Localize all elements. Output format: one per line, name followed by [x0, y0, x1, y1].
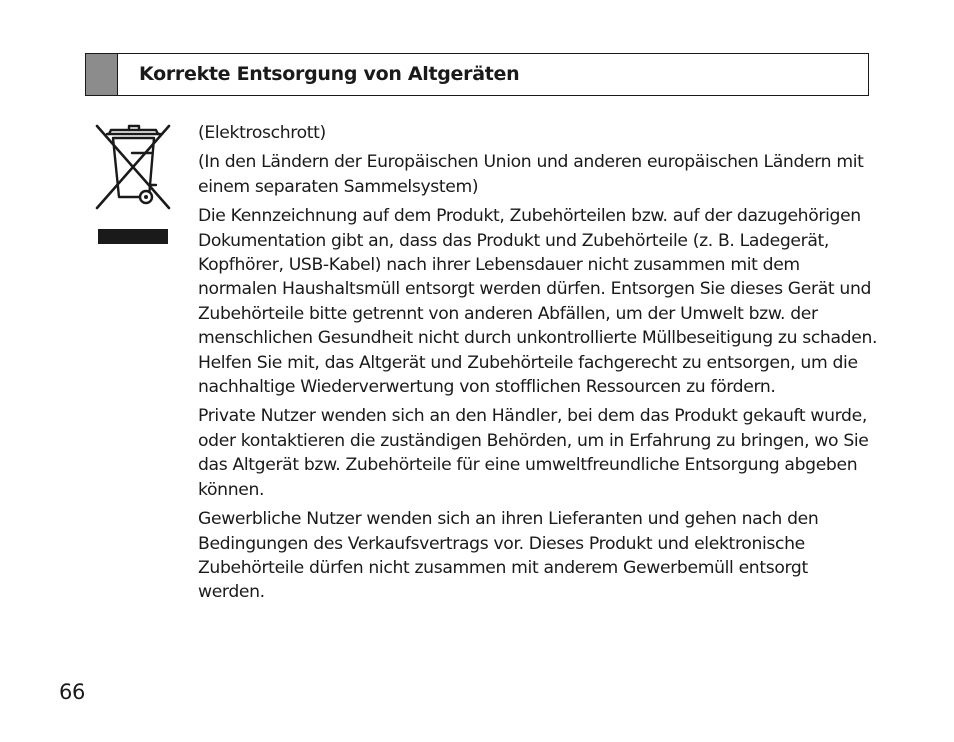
section-header: [85, 53, 869, 96]
paragraph-private-users: Private Nutzer wenden sich an den Händler, bei dem das Produkt gekauft wurde, oder kontaktieren die zuständigen Behörden, um in Erfahrung zu bringen, wo Sie das Altgerät bzw. Zubehörteile für eine umweltfreundliche Entsorgung abgeben können.: [198, 406, 869, 500]
header-accent-block: [86, 54, 118, 95]
paragraph-elektroschrott: (Elektroschrott): [198, 123, 326, 143]
paragraph-business-users: Gewerbliche Nutzer wenden sich an ihren Lieferanten und gehen nach den Bedingungen des Verkaufsvertrags vor. Dieses Produkt und elektronische Zubehörteile dürfen nicht zusammen mit anderem Gewerbemüll entsorgt werden.: [198, 509, 819, 603]
section-title: Korrekte Entsorgung von Altgeräten: [139, 63, 520, 85]
paragraph-marking: Die Kennzeichnung auf dem Produkt, Zubehörteilen bzw. auf der dazugehörigen Dokumentation gibt an, dass das Produkt und Zubehörteile (z. B. Ladegerät, Kopfhörer, USB-Kabel) nach ihrer Lebensdauer nicht zusammen mit dem normalen Haushaltsmüll entsorgt werden dürfen. Entsorgen Sie dieses Gerät und Zubehörteile bitte getrennt von anderen Abfällen, um der Umwelt bzw. der menschlichen Gesundheit nicht durch unkontrollierte Müllbeseitigung zu schaden. Helfen Sie mit, das Altgerät und Zubehörteile fachgerecht zu entsorgen, um die nachhaltige Wiederverwertung von stofflichen Ressourcen zu fördern.: [198, 206, 878, 398]
weee-crossed-out-bin-icon: [93, 121, 173, 247]
page-number: 66: [59, 680, 86, 704]
paragraph-scope: (In den Ländern der Europäischen Union und anderen europäischen Ländern mit einem separaten Sammelsystem): [198, 152, 864, 197]
document-body: [198, 121, 878, 610]
